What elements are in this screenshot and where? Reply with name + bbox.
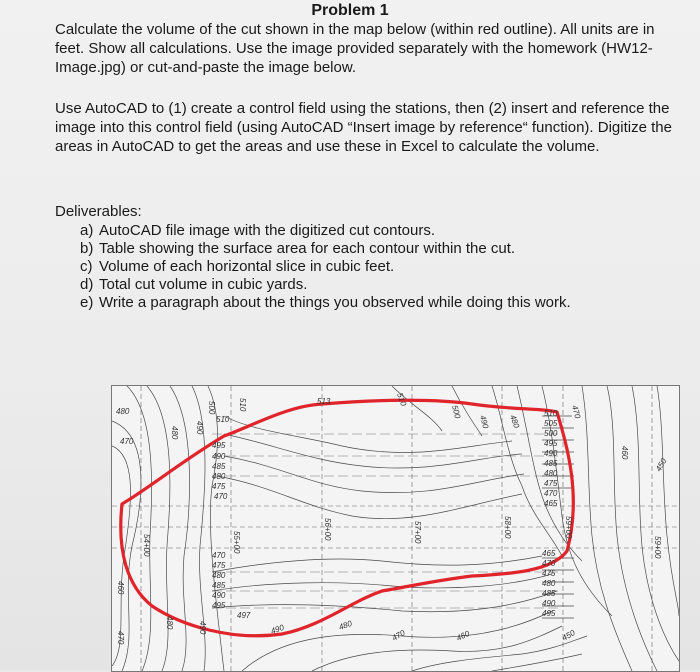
contour-label: 470: [570, 404, 583, 420]
contour-label: 497: [237, 611, 251, 620]
instructions-paragraph: Calculate the volume of the cut shown in the map below (within red outline). All units are in feet. Show all calculations. Use the image provided separately with the homework (HW12-Image.jpg) or cut-and-paste the image below.: [55, 21, 655, 76]
contour-label: 470: [214, 492, 228, 501]
deliverable-text: Total cut volume in cubic yards.: [99, 276, 308, 293]
contour-label: 470: [120, 437, 134, 446]
deliverable-text: AutoCAD file image with the digitized cut contours.: [99, 222, 435, 239]
contour-label: 475: [542, 569, 556, 578]
contour-label: 450: [653, 456, 669, 473]
deliverable-text: Table showing the surface area for each contour within the cut.: [99, 240, 516, 257]
contour-label: 460: [455, 629, 471, 643]
left-contour-labels: [212, 415, 230, 501]
contour-label: 485: [212, 462, 226, 471]
contour-label: 510: [395, 391, 409, 408]
left-lower-contour-labels: [212, 551, 251, 620]
contour-label: 480: [544, 469, 558, 478]
contour-label: 470: [390, 628, 407, 643]
deliverable-text: Write a paragraph about the things you observed while doing this work.: [99, 294, 571, 311]
contour-label: 485: [544, 459, 558, 468]
contour-label: 495: [544, 439, 558, 448]
deliverable-marker: b): [80, 240, 94, 257]
contour-label: 510: [238, 398, 247, 412]
contour-label: 500: [207, 401, 216, 415]
contour-label: 500: [544, 429, 558, 438]
contour-label: 495: [212, 441, 226, 450]
contour-label: 475: [212, 561, 226, 570]
autocad-paragraph: Use AutoCAD to (1) create a control field using the stations, then (2) insert and reference the image into this control field (using AutoCAD “Insert image by reference“ function). Digitize the areas in AutoCAD to get the areas and use these in Excel to calculate the volume.: [55, 100, 672, 155]
deliverable-item: [80, 276, 680, 294]
contour-label: 505: [544, 419, 558, 428]
contour-label: 490: [478, 414, 491, 430]
contour-label: 475: [212, 482, 226, 491]
contour-label: 490: [195, 421, 204, 435]
deliverables-list: [80, 222, 680, 312]
station-label: 57+00: [413, 521, 422, 544]
contour-label: 480: [116, 407, 130, 416]
contour-label: 480: [170, 426, 179, 440]
contour-label: 450: [560, 628, 577, 643]
contour-label: 475: [544, 479, 558, 488]
contour-label: 495: [542, 609, 556, 618]
contour-map: [112, 386, 679, 671]
station-label: 55+00: [232, 531, 241, 554]
contour-label: 490: [212, 452, 226, 461]
contour-label: 465: [544, 499, 558, 508]
contour-label: 470: [542, 559, 556, 568]
deliverable-marker: e): [80, 294, 94, 311]
contour-label: 485: [212, 581, 226, 590]
deliverable-item: [80, 258, 680, 276]
contour-label: 490: [544, 449, 558, 458]
contour-label: 500: [450, 404, 463, 420]
contour-label: 490: [212, 591, 226, 600]
deliverables-heading: Deliverables:: [55, 203, 142, 220]
deliverable-marker: a): [80, 222, 94, 239]
contour-label: 470: [212, 551, 226, 560]
contour-label: 495: [212, 601, 226, 610]
contour-label: 510: [216, 415, 230, 424]
contour-label: 510: [544, 409, 558, 418]
contour-label: 470: [116, 631, 125, 645]
deliverable-text: Volume of each horizontal slice in cubic feet.: [99, 258, 395, 275]
contour-label: 465: [542, 549, 556, 558]
deliverable-item: [80, 240, 680, 258]
deliverable-marker: c): [80, 258, 93, 275]
contour-map-image: [111, 385, 680, 672]
station-label: 58+00: [503, 516, 512, 539]
deliverable-marker: d): [80, 276, 94, 293]
contour-label: 460: [116, 581, 125, 595]
station-label: 59+00: [564, 516, 573, 539]
contour-label: 460: [620, 446, 629, 460]
problem-title: Problem 1: [311, 2, 389, 19]
contour-label: 480: [212, 472, 226, 481]
contour-label: 480: [508, 413, 522, 430]
contour-label: 490: [269, 622, 286, 636]
station-label: 56+00: [323, 518, 332, 541]
contour-label: 470: [544, 489, 558, 498]
contour-label: 480: [165, 616, 174, 630]
contour-label: 485: [542, 589, 556, 598]
contour-label: 490: [542, 599, 556, 608]
contour-label: 480: [212, 571, 226, 580]
contour-label: 480: [337, 618, 354, 632]
contour-label: 480: [542, 579, 556, 588]
station-label: 54+00: [142, 534, 151, 557]
right-lower-contour-labels: [542, 549, 556, 618]
deliverable-item: [80, 222, 680, 240]
deliverable-item: [80, 294, 680, 312]
station-label: 59+00: [653, 536, 662, 559]
contour-label: 513: [317, 397, 331, 406]
contour-label: 490: [198, 621, 207, 635]
right-contour-labels: [544, 409, 558, 508]
